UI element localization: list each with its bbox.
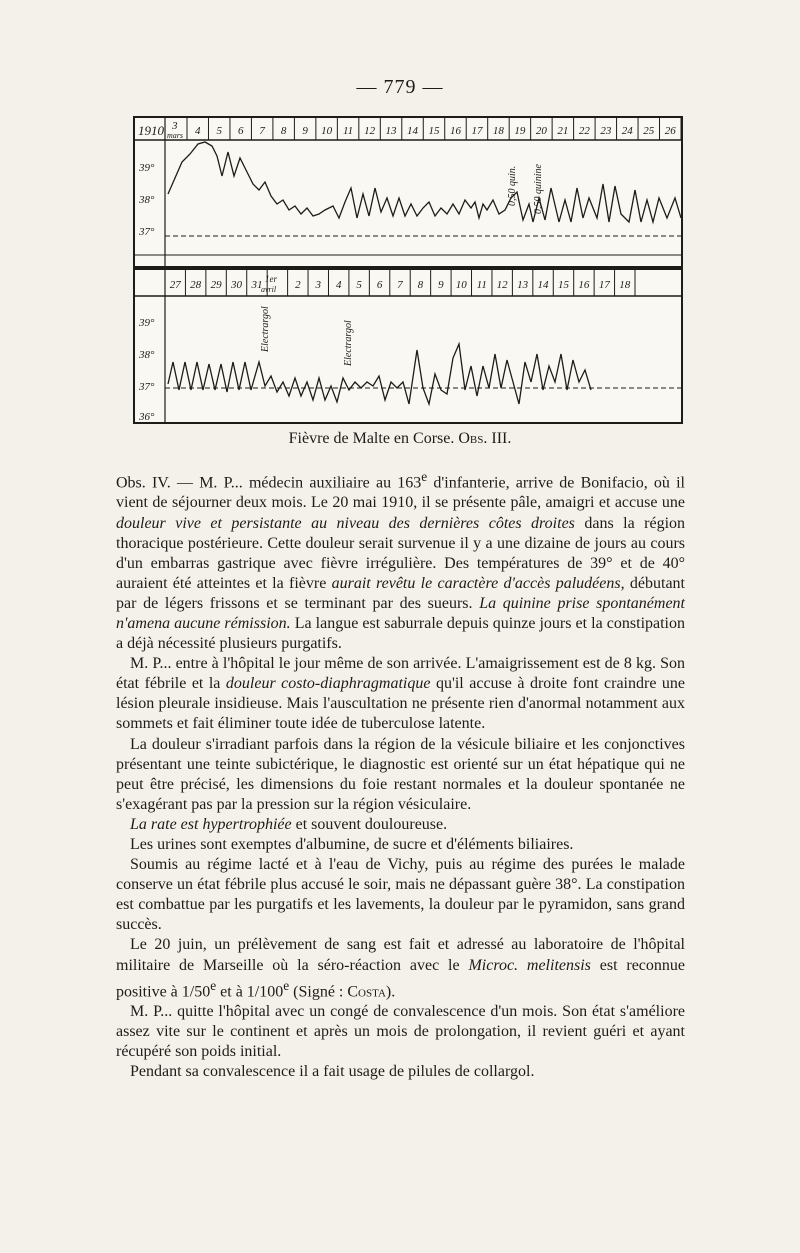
day-label: 14 xyxy=(407,125,419,137)
day-label: 9 xyxy=(438,279,444,291)
temperature-curve-bottom xyxy=(168,344,591,404)
day-label: 4 xyxy=(194,125,201,137)
y-label-37b: 37° xyxy=(139,381,155,393)
day-label: 9 xyxy=(302,125,308,137)
annotation-quinine: 0,50 quinine xyxy=(533,164,544,214)
year-label: 1910 xyxy=(138,123,164,138)
y-label-39: 39° xyxy=(139,162,155,174)
paragraph-8: M. P... quitte l'hôpital avec un congé de convalescence d'un mois. Son état s'améliore assez vite sur le continent et après un mois de prolongation, il revient guéri et ayant récupéré son poids initial. xyxy=(116,1003,685,1061)
day-label: 16 xyxy=(578,279,590,291)
day-label: 5 xyxy=(356,279,362,291)
day-label: 21 xyxy=(557,125,569,137)
caption-text: Fièvre de Malte en Corse. xyxy=(288,430,455,447)
day-label: 15 xyxy=(557,279,569,291)
day-label: 3 xyxy=(315,279,322,291)
paragraph-1: Obs. IV. — M. P... médecin auxiliaire au 163e d'infanterie, arrive de Bonifacio, où il vient de séjourner deux mois. Le 20 mai 1910, il se présente pâle, amaigri et accuse une douleur vive et persistante au niveau des dernières côtes droites dans la région thoracique postérieure. Cette douleur serait survenue il y a une dizaine de jours au cours d'un embarras gastrique avec fièvre irrégulière. Des températures de 39° et de 40° auraient été atteintes et la fièvre aurait revêtu le caractère d'accès paludéens, débutant par de légers frissons et se terminant par des sueurs. La quinine prise spontanément n'amena aucune rémission. La langue est saburrale depuis quinze jours et la constipation a déjà nécessité plusieurs purgatifs. xyxy=(116,469,686,653)
month-label-april: avril xyxy=(261,285,277,294)
month-first-label: 1er xyxy=(265,274,277,284)
y-label-36b: 36° xyxy=(139,411,155,422)
day-label: 11 xyxy=(342,125,354,137)
y-label-37: 37° xyxy=(139,226,155,238)
day-label: 13 xyxy=(517,279,529,291)
temperature-chart-april xyxy=(133,268,683,424)
annotation-electrargol-2: Electrargol xyxy=(343,320,354,366)
day-label: 27 xyxy=(169,279,181,291)
day-label: 18 xyxy=(619,279,631,291)
annotation-electrargol-1: Electrargol xyxy=(260,306,271,352)
y-label-38: 38° xyxy=(139,194,155,206)
day-label: 17 xyxy=(598,279,610,291)
day-label: 11 xyxy=(476,279,487,291)
temperature-curve-top xyxy=(168,142,681,222)
paragraph-6: Soumis au régime lacté et à l'eau de Vichy, puis au régime des purées le malade conserve un état fébrile plus accusé le soir, mais ne dépassant guère 38°. La constipation est combattue par les purgatifs et les lavements, la douleur par le pyramidon, sans grand succès. xyxy=(116,856,685,934)
paragraph-9: Pendant sa convalescence il a fait usage de pilules de collargol. xyxy=(130,1063,535,1081)
paragraph-2: M. P... entre à l'hôpital le jour même de son arrivée. L'amaigrissement est de 8 kg. Son état fébrile et la douleur costo-diaphragmatique qu'il accuse à droite font craindre une lésion pleurale insidieuse. Mais l'auscultation ne présente rien d'anormal notamment aux sommets et fait éliminer toute idée de tuberculose latente. xyxy=(116,655,686,733)
day-label: 8 xyxy=(280,125,287,137)
temperature-chart-march xyxy=(133,116,683,268)
annotation-quin: 0,50 quin. xyxy=(507,165,518,206)
day-label: 6 xyxy=(376,279,383,291)
y-label-39b: 39° xyxy=(139,317,155,329)
paragraph-5: Les urines sont exemptes d'albumine, de sucre et d'éléments biliaires. xyxy=(130,836,574,854)
first-day-label: 3 xyxy=(172,120,178,132)
day-label: 24 xyxy=(621,125,633,137)
day-label: 5 xyxy=(216,125,222,137)
day-label: 29 xyxy=(210,279,222,291)
month-label-march: mars xyxy=(167,131,184,140)
day-label: 19 xyxy=(514,125,526,137)
day-label: 28 xyxy=(190,279,202,291)
day-label: 12 xyxy=(364,125,376,137)
day-label: 13 xyxy=(385,125,397,137)
day-label: 25 xyxy=(643,125,655,137)
day-label: 22 xyxy=(578,125,590,137)
day-label: 7 xyxy=(397,279,403,291)
day-label: 30 xyxy=(231,279,243,291)
day-label: 31 xyxy=(251,279,263,291)
paragraph-3: La douleur s'irradiant parfois dans la région de la vésicule biliaire et les conjonctives présentant une teinte subictérique, le diagnostic est orienté sur un état hépatique qui ne peut être précisé, les dimensions du foie restant normales et la douleur spontanée ne s'exagérant pas par la pression sur la région vésiculaire. xyxy=(116,735,685,813)
day-label: 23 xyxy=(600,125,612,137)
day-label: 14 xyxy=(537,279,549,291)
paragraph-7: Le 20 juin, un prélèvement de sang est fait et adressé au laboratoire de l'hôpital militaire de Marseille où la séro-réaction avec le Microc. melitensis est reconnue positive à 1/50e et à 1/100e (Signé : Costa). xyxy=(116,936,685,1000)
day-label: 16 xyxy=(449,125,461,137)
caption-obs: Obs. III. xyxy=(458,430,512,447)
day-label: 8 xyxy=(417,279,424,291)
day-label: 2 xyxy=(295,279,301,291)
day-label: 4 xyxy=(335,279,342,291)
day-label: 7 xyxy=(259,125,265,137)
day-label: 10 xyxy=(455,279,467,291)
day-label: 15 xyxy=(428,125,440,137)
day-label: 17 xyxy=(471,125,483,137)
day-label: 10 xyxy=(321,125,333,137)
day-label: 20 xyxy=(535,125,547,137)
figure-caption xyxy=(0,430,800,448)
day-label: 12 xyxy=(496,279,508,291)
page-number: — 779 — xyxy=(356,76,444,98)
body-text xyxy=(116,467,685,1082)
y-label-38b: 38° xyxy=(139,349,155,361)
day-label: 26 xyxy=(664,125,676,137)
day-label: 18 xyxy=(492,125,504,137)
paragraph-4: La rate est hypertrophiée et souvent douloureuse. xyxy=(130,815,448,833)
day-label: 6 xyxy=(237,125,244,137)
